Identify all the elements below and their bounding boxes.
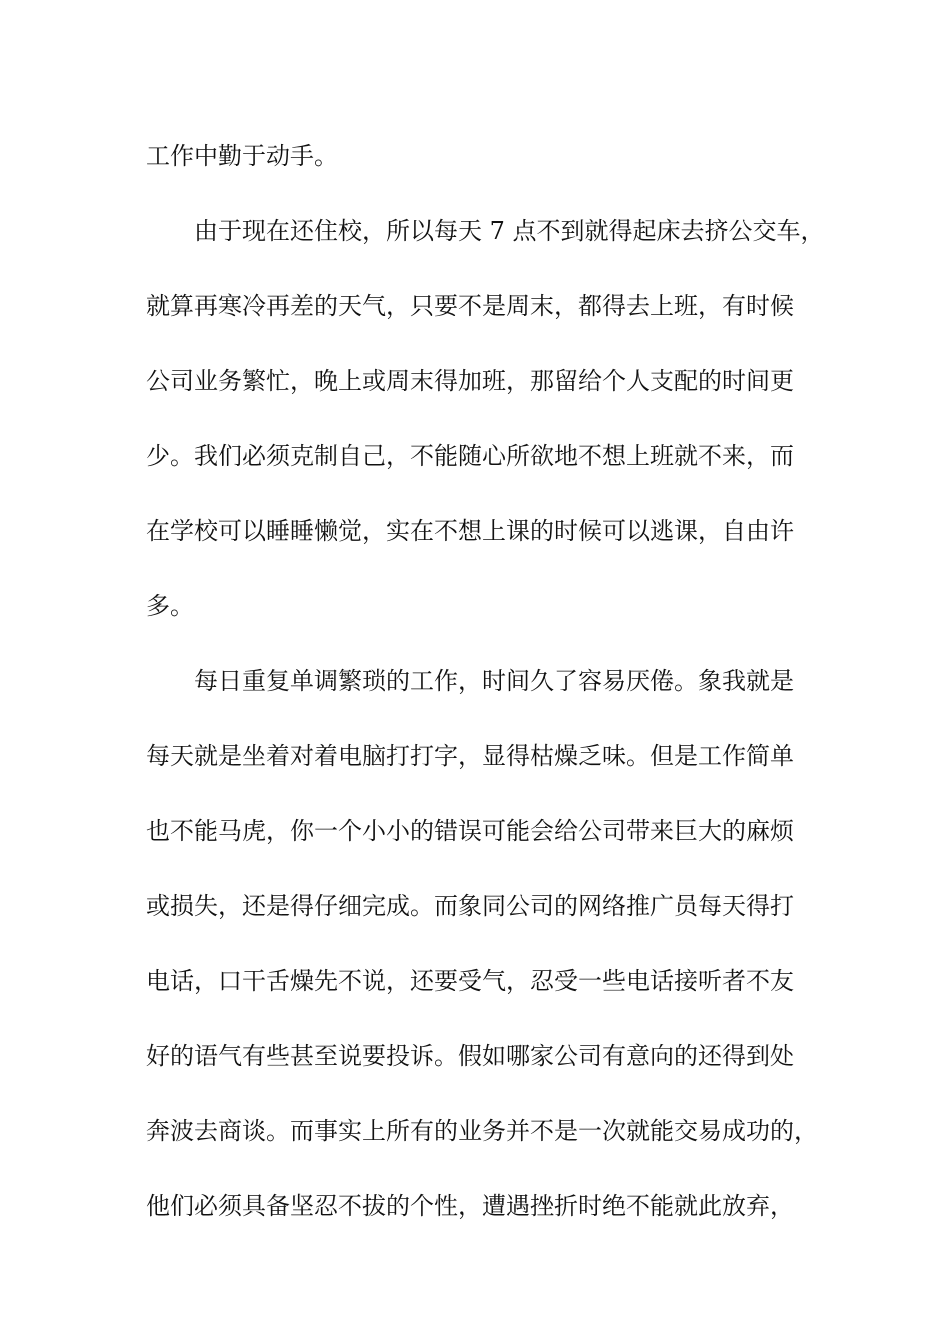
text-line: 或损失，还是得仔细完成。而象同公司的网络推广员每天得打 (146, 892, 794, 920)
paragraph-continuation (146, 132, 810, 207)
text-line: 每天就是坐着对着电脑打打字，显得枯燥乏味。但是工作简单 (146, 742, 794, 770)
text-line: 工作中勤于动手。 (146, 142, 338, 170)
text-line: 每日重复单调繁琐的工作，时间久了容易厌倦。象我就是 (194, 667, 794, 695)
text-line: 由于现在还住校，所以每天 7 点不到就得起床去挤公交车， (194, 217, 825, 245)
text-line: 少。我们必须克制自己，不能随心所欲地不想上班就不来，而 (146, 442, 794, 470)
text-line: 也不能马虎，你一个小小的错误可能会给公司带来巨大的麻烦 (146, 817, 794, 845)
paragraph-commute (146, 207, 825, 657)
text-line: 在学校可以睡睡懒觉，实在不想上课的时候可以逃课，自由许 (146, 517, 794, 545)
text-line: 就算再寒冷再差的天气，只要不是周末，都得去上班，有时候 (146, 292, 794, 320)
text-line: 多。 (146, 592, 194, 620)
text-line: 他们必须具备坚忍不拔的个性，遭遇挫折时绝不能就此放弃， (146, 1192, 794, 1220)
text-line: 奔波去商谈。而事实上所有的业务并不是一次就能交易成功的， (146, 1117, 818, 1145)
text-line: 公司业务繁忙，晚上或周末得加班，那留给个人支配的时间更 (146, 367, 794, 395)
paragraph-work (146, 657, 818, 1257)
body-text (146, 132, 825, 1257)
text-line: 好的语气有些甚至说要投诉。假如哪家公司有意向的还得到处 (146, 1042, 794, 1070)
text-line: 电话，口干舌燥先不说，还要受气，忍受一些电话接听者不友 (146, 967, 794, 995)
